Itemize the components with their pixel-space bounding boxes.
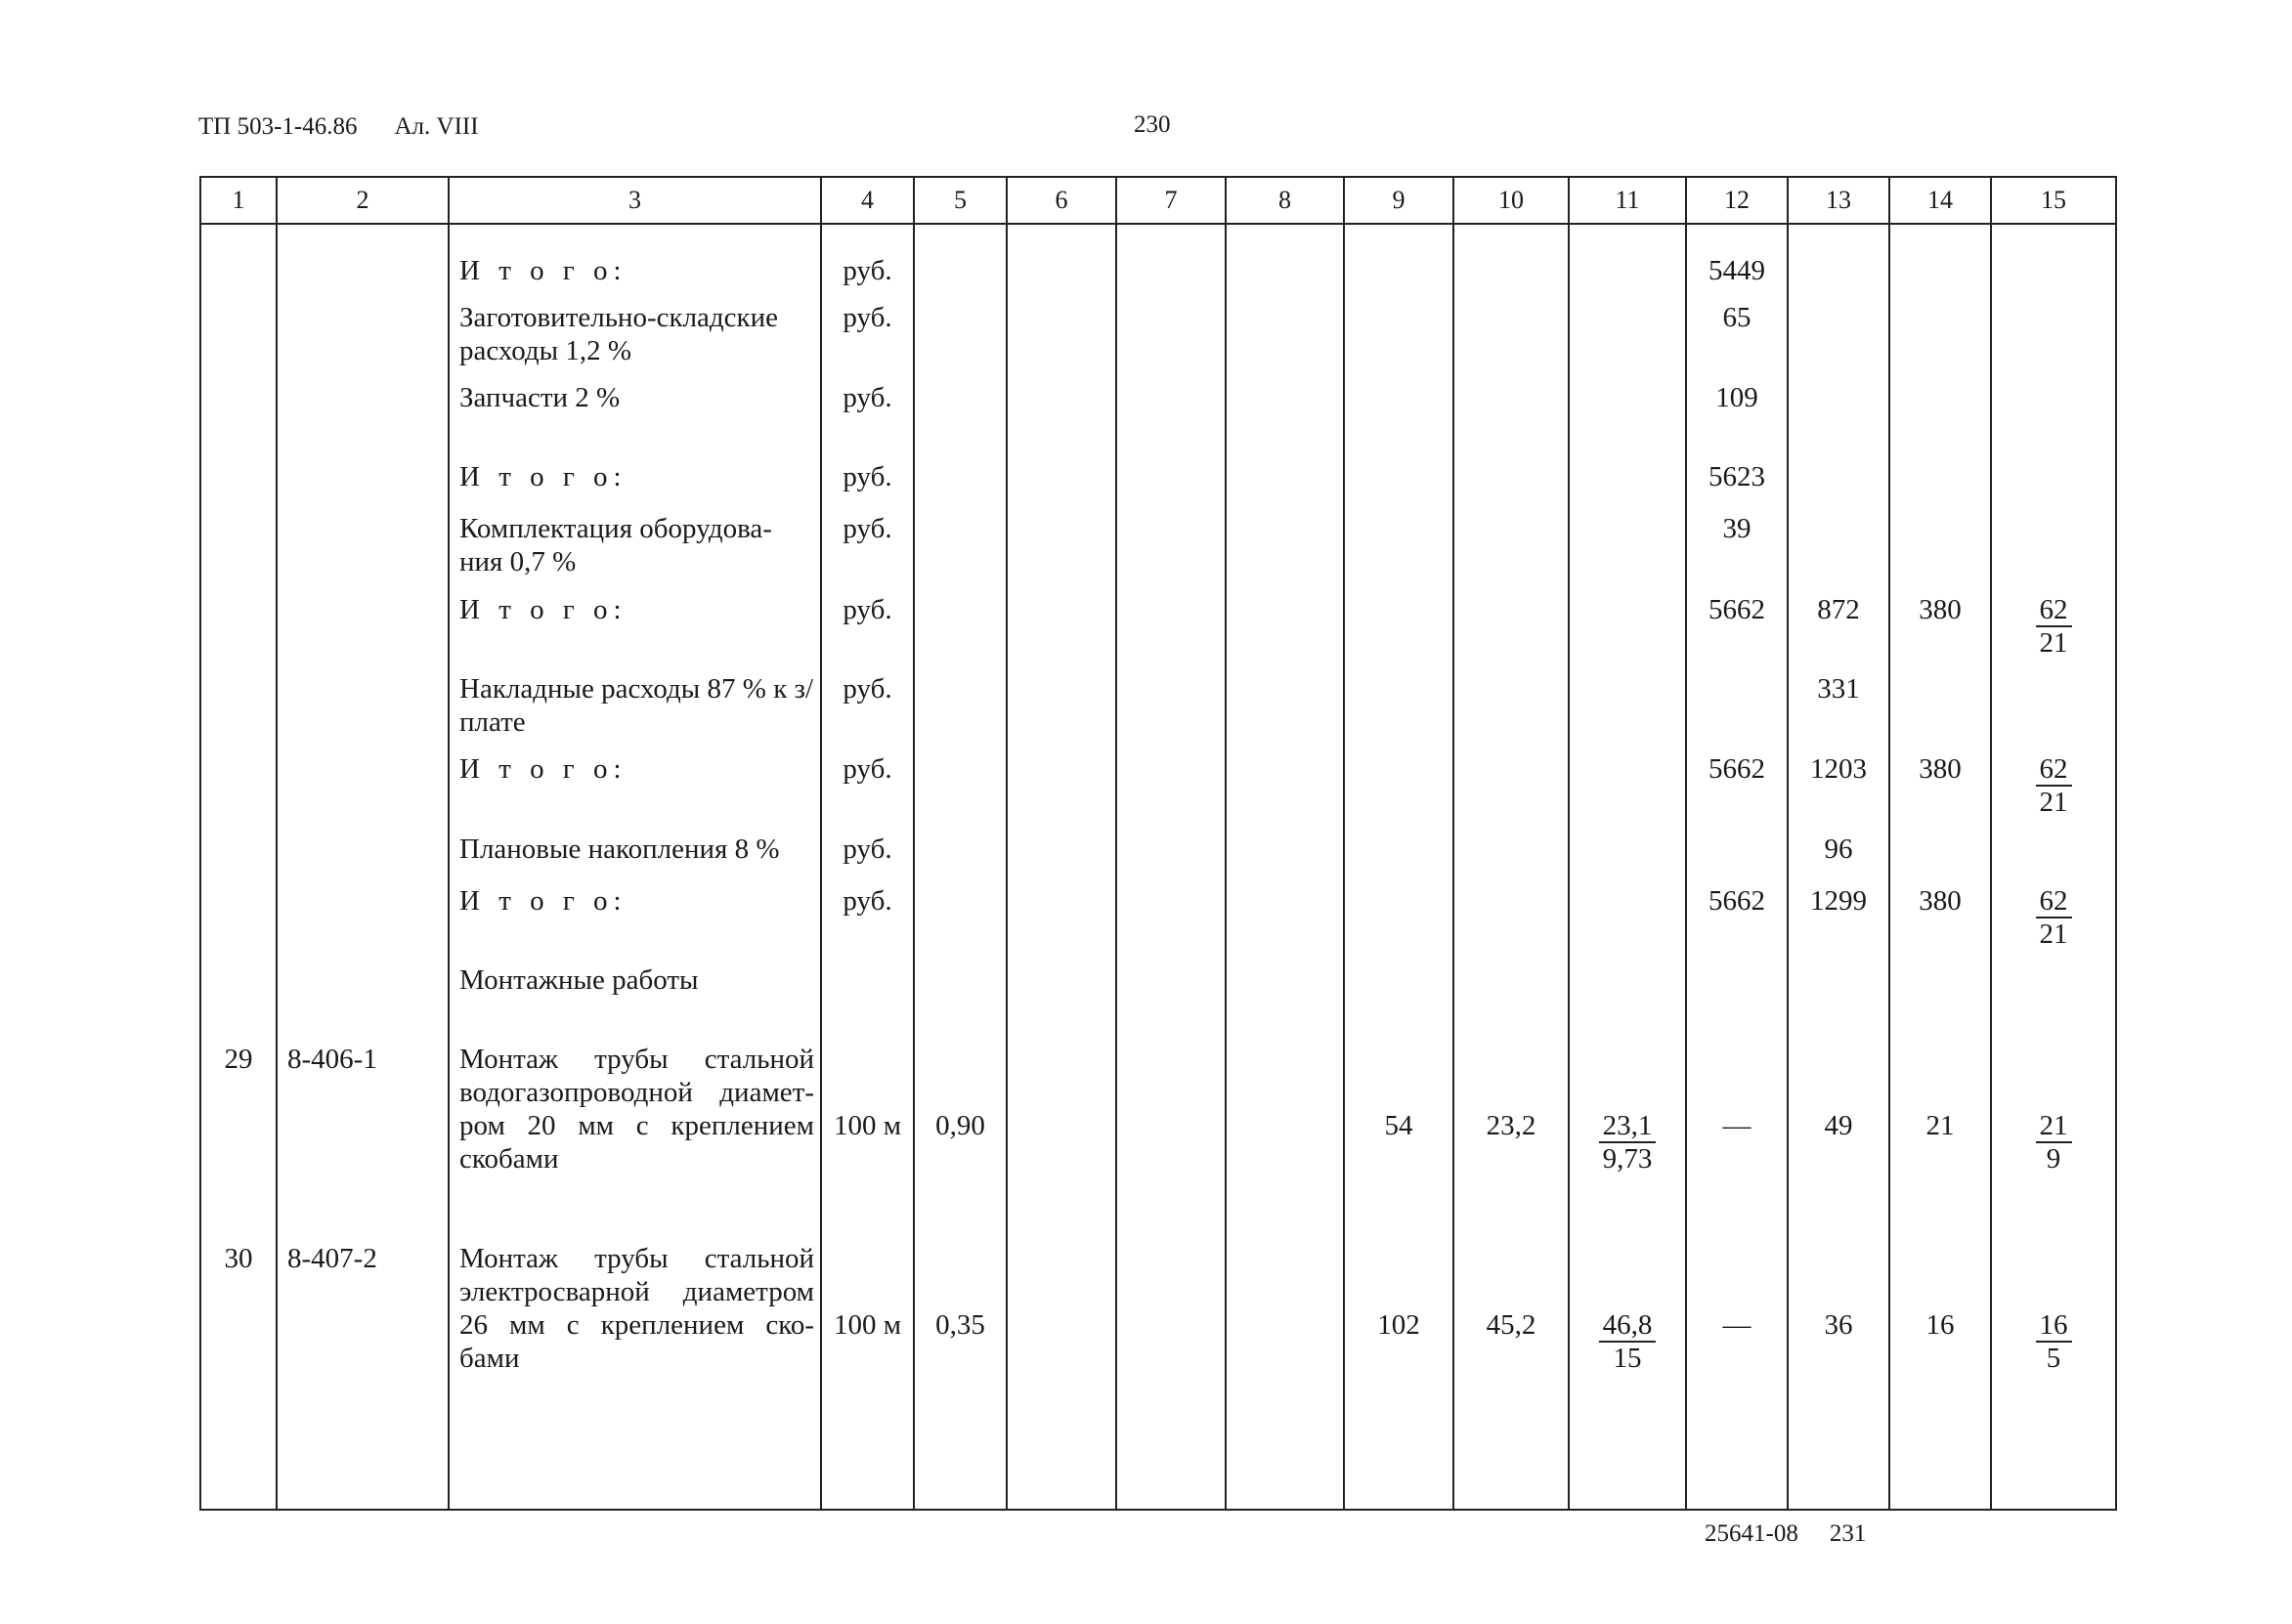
empty-cell bbox=[1007, 301, 1116, 382]
empty-cell bbox=[277, 752, 449, 832]
empty-cell bbox=[200, 593, 277, 672]
col9-value: 54 bbox=[1344, 1043, 1453, 1242]
empty-cell bbox=[277, 512, 449, 593]
col-header: 5 bbox=[914, 177, 1007, 224]
fraction-numerator: 23,1 bbox=[1599, 1110, 1657, 1143]
item-code: 8-407-2 bbox=[277, 1242, 449, 1510]
section-heading: Монтажные работы bbox=[449, 963, 821, 1042]
empty-cell bbox=[200, 381, 277, 459]
fraction-numerator: 16 bbox=[2036, 1309, 2072, 1343]
empty-cell bbox=[277, 224, 449, 301]
empty-cell bbox=[1569, 301, 1686, 382]
col12-value bbox=[1686, 672, 1788, 753]
empty-cell bbox=[1007, 1242, 1116, 1510]
empty-cell bbox=[1344, 512, 1453, 593]
col14-value bbox=[1889, 460, 1991, 512]
col15-value bbox=[1991, 833, 2116, 884]
empty-cell bbox=[1344, 460, 1453, 512]
empty-cell bbox=[914, 381, 1007, 459]
empty-cell bbox=[200, 301, 277, 382]
empty-cell bbox=[1226, 224, 1344, 301]
unit-cell: руб. bbox=[821, 224, 914, 301]
empty-cell bbox=[277, 672, 449, 753]
col15-value bbox=[1991, 884, 2116, 963]
empty-cell bbox=[1226, 833, 1344, 884]
item-description: Монтаж трубы стальной электросварной диаметром 26 мм с креплением ско-бами bbox=[449, 1242, 821, 1510]
col15-value bbox=[1991, 512, 2116, 593]
col15-fraction bbox=[2036, 885, 2072, 950]
item-quantity: 0,90 bbox=[914, 1043, 1007, 1242]
empty-cell bbox=[1453, 833, 1569, 884]
empty-cell bbox=[1226, 301, 1344, 382]
col12-value: 5662 bbox=[1686, 884, 1788, 963]
work-item-row bbox=[200, 1242, 2116, 1510]
empty-cell bbox=[1344, 301, 1453, 382]
empty-cell bbox=[1116, 833, 1226, 884]
empty-cell bbox=[914, 301, 1007, 382]
empty-cell bbox=[1569, 833, 1686, 884]
unit-cell: руб. bbox=[821, 593, 914, 672]
item-number: 30 bbox=[200, 1242, 277, 1510]
empty-cell bbox=[1007, 593, 1116, 672]
work-item-row bbox=[200, 1043, 2116, 1242]
empty-cell bbox=[1007, 460, 1116, 512]
empty-cell bbox=[1453, 301, 1569, 382]
col15-value bbox=[1991, 1043, 2116, 1242]
unit-cell: руб. bbox=[821, 884, 914, 963]
item-quantity: 0,35 bbox=[914, 1242, 1007, 1510]
summary-label: Комплектация оборудова-ния 0,7 % bbox=[449, 512, 821, 593]
summary-row bbox=[200, 833, 2116, 884]
item-code: 8-406-1 bbox=[277, 1043, 449, 1242]
col12-value: — bbox=[1686, 1043, 1788, 1242]
estimate-table bbox=[199, 176, 2117, 1511]
fraction-numerator: 62 bbox=[2036, 753, 2072, 787]
item-unit: 100 м bbox=[821, 1242, 914, 1510]
col13-value: 36 bbox=[1788, 1242, 1889, 1510]
empty-cell bbox=[277, 593, 449, 672]
empty-cell bbox=[1116, 301, 1226, 382]
col14-value bbox=[1889, 672, 1991, 753]
empty-cell bbox=[277, 460, 449, 512]
empty-cell bbox=[1569, 752, 1686, 832]
col15-value bbox=[1991, 593, 2116, 672]
empty-cell bbox=[1569, 512, 1686, 593]
empty-cell bbox=[914, 963, 1007, 1042]
col15-value bbox=[1991, 752, 2116, 832]
empty-cell bbox=[1788, 963, 1889, 1042]
empty-cell bbox=[200, 833, 277, 884]
empty-cell bbox=[1344, 672, 1453, 753]
empty-cell bbox=[1116, 672, 1226, 753]
empty-cell bbox=[1226, 1242, 1344, 1510]
fraction-numerator: 62 bbox=[2036, 594, 2072, 627]
summary-label: И т о г о: bbox=[449, 752, 821, 832]
col14-value: 16 bbox=[1889, 1242, 1991, 1510]
unit-cell: руб. bbox=[821, 833, 914, 884]
empty-cell bbox=[1007, 512, 1116, 593]
empty-cell bbox=[1569, 381, 1686, 459]
empty-cell bbox=[1007, 752, 1116, 832]
empty-cell bbox=[1453, 460, 1569, 512]
empty-cell bbox=[914, 884, 1007, 963]
summary-row bbox=[200, 593, 2116, 672]
col15-fraction bbox=[2036, 594, 2072, 659]
col15-fraction bbox=[2036, 1309, 2072, 1374]
col12-value: 39 bbox=[1686, 512, 1788, 593]
empty-cell bbox=[1344, 381, 1453, 459]
col15-fraction bbox=[2036, 1110, 2072, 1175]
col10-value: 23,2 bbox=[1453, 1043, 1569, 1242]
unit-cell: руб. bbox=[821, 752, 914, 832]
summary-label: И т о г о: bbox=[449, 224, 821, 301]
empty-cell bbox=[1226, 672, 1344, 753]
empty-cell bbox=[1569, 963, 1686, 1042]
empty-cell bbox=[1569, 884, 1686, 963]
summary-row bbox=[200, 512, 2116, 593]
empty-cell bbox=[1453, 381, 1569, 459]
col14-value: 380 bbox=[1889, 752, 1991, 832]
col11-fraction bbox=[1599, 1309, 1657, 1374]
empty-cell bbox=[1116, 512, 1226, 593]
empty-cell bbox=[1226, 752, 1344, 832]
empty-cell bbox=[914, 833, 1007, 884]
col15-value bbox=[1991, 460, 2116, 512]
col13-value bbox=[1788, 381, 1889, 459]
col13-value: 872 bbox=[1788, 593, 1889, 672]
unit-cell: руб. bbox=[821, 512, 914, 593]
empty-cell bbox=[1453, 884, 1569, 963]
empty-cell bbox=[277, 963, 449, 1042]
empty-cell bbox=[1226, 381, 1344, 459]
empty-cell bbox=[1453, 672, 1569, 753]
fraction-denominator: 5 bbox=[2046, 1342, 2061, 1374]
fraction-numerator: 46,8 bbox=[1599, 1309, 1657, 1343]
empty-cell bbox=[914, 224, 1007, 301]
empty-cell bbox=[1116, 752, 1226, 832]
empty-cell bbox=[1453, 593, 1569, 672]
summary-label: И т о г о: bbox=[449, 884, 821, 963]
col-header: 10 bbox=[1453, 177, 1569, 224]
col13-value: 1203 bbox=[1788, 752, 1889, 832]
empty-cell bbox=[200, 460, 277, 512]
empty-cell bbox=[200, 224, 277, 301]
empty-cell bbox=[821, 963, 914, 1042]
col15-fraction bbox=[2036, 753, 2072, 818]
page-number-top: 230 bbox=[1134, 111, 1171, 138]
col-header: 12 bbox=[1686, 177, 1788, 224]
empty-cell bbox=[1991, 963, 2116, 1042]
empty-cell bbox=[914, 460, 1007, 512]
empty-cell bbox=[1569, 593, 1686, 672]
col10-value: 45,2 bbox=[1453, 1242, 1569, 1510]
col14-value bbox=[1889, 381, 1991, 459]
empty-cell bbox=[1889, 963, 1991, 1042]
col-header: 1 bbox=[200, 177, 277, 224]
fraction-denominator: 21 bbox=[2039, 787, 2068, 819]
empty-cell bbox=[1007, 884, 1116, 963]
empty-cell bbox=[1453, 963, 1569, 1042]
col13-value bbox=[1788, 224, 1889, 301]
empty-cell bbox=[914, 512, 1007, 593]
summary-label: Заготовительно-складские расходы 1,2 % bbox=[449, 301, 821, 382]
empty-cell bbox=[1116, 593, 1226, 672]
col12-value: 5623 bbox=[1686, 460, 1788, 512]
unit-cell: руб. bbox=[821, 301, 914, 382]
empty-cell bbox=[1344, 833, 1453, 884]
empty-cell bbox=[1116, 460, 1226, 512]
empty-cell bbox=[1226, 593, 1344, 672]
col12-value: 65 bbox=[1686, 301, 1788, 382]
col14-value: 21 bbox=[1889, 1043, 1991, 1242]
page-header-left bbox=[198, 113, 479, 141]
fraction-denominator: 9 bbox=[2046, 1142, 2061, 1175]
empty-cell bbox=[1116, 1242, 1226, 1510]
col15-value bbox=[1991, 381, 2116, 459]
fraction-denominator: 21 bbox=[2039, 919, 2068, 951]
page-number-bottom: 231 bbox=[1829, 1520, 1867, 1547]
summary-row bbox=[200, 884, 2116, 963]
col13-value bbox=[1788, 460, 1889, 512]
col-header: 9 bbox=[1344, 177, 1453, 224]
col12-value: — bbox=[1686, 1242, 1788, 1510]
empty-cell bbox=[200, 963, 277, 1042]
doc-code: ТП 503-1-46.86 bbox=[198, 113, 358, 140]
col15-value bbox=[1991, 224, 2116, 301]
col12-value: 5449 bbox=[1686, 224, 1788, 301]
empty-cell bbox=[1116, 224, 1226, 301]
empty-cell bbox=[200, 672, 277, 753]
col15-value bbox=[1991, 672, 2116, 753]
item-number: 29 bbox=[200, 1043, 277, 1242]
fraction-denominator: 21 bbox=[2039, 626, 2068, 659]
empty-cell bbox=[277, 381, 449, 459]
table-body bbox=[200, 224, 2116, 1510]
unit-cell: руб. bbox=[821, 460, 914, 512]
empty-cell bbox=[1007, 963, 1116, 1042]
empty-cell bbox=[1226, 512, 1344, 593]
summary-row bbox=[200, 460, 2116, 512]
col-header: 6 bbox=[1007, 177, 1116, 224]
fraction-numerator: 21 bbox=[2036, 1110, 2072, 1143]
empty-cell bbox=[1569, 224, 1686, 301]
summary-row bbox=[200, 224, 2116, 301]
summary-label: Плановые накопления 8 % bbox=[449, 833, 821, 884]
col14-value: 380 bbox=[1889, 884, 1991, 963]
empty-cell bbox=[277, 301, 449, 382]
empty-cell bbox=[1007, 672, 1116, 753]
col12-value: 109 bbox=[1686, 381, 1788, 459]
empty-cell bbox=[1116, 1043, 1226, 1242]
empty-cell bbox=[200, 512, 277, 593]
col-header: 3 bbox=[449, 177, 821, 224]
empty-cell bbox=[1344, 963, 1453, 1042]
empty-cell bbox=[914, 593, 1007, 672]
unit-cell: руб. bbox=[821, 381, 914, 459]
col14-value bbox=[1889, 512, 1991, 593]
empty-cell bbox=[1453, 224, 1569, 301]
col14-value bbox=[1889, 224, 1991, 301]
col11-value bbox=[1569, 1043, 1686, 1242]
empty-cell bbox=[1344, 752, 1453, 832]
section-heading-row bbox=[200, 963, 2116, 1042]
col13-value: 331 bbox=[1788, 672, 1889, 753]
empty-cell bbox=[1116, 381, 1226, 459]
fraction-denominator: 15 bbox=[1613, 1342, 1642, 1374]
summary-label: И т о г о: bbox=[449, 593, 821, 672]
col12-value: 5662 bbox=[1686, 752, 1788, 832]
empty-cell bbox=[1344, 224, 1453, 301]
col13-value: 49 bbox=[1788, 1043, 1889, 1242]
empty-cell bbox=[914, 672, 1007, 753]
empty-cell bbox=[200, 884, 277, 963]
summary-label: Накладные расходы 87 % к з/плате bbox=[449, 672, 821, 753]
col15-value bbox=[1991, 1242, 2116, 1510]
empty-cell bbox=[1344, 884, 1453, 963]
col-header: 15 bbox=[1991, 177, 2116, 224]
page-footer bbox=[1705, 1520, 1866, 1548]
empty-cell bbox=[277, 833, 449, 884]
col-header: 4 bbox=[821, 177, 914, 224]
col14-value bbox=[1889, 301, 1991, 382]
empty-cell bbox=[1226, 460, 1344, 512]
summary-row bbox=[200, 381, 2116, 459]
empty-cell bbox=[1569, 672, 1686, 753]
empty-cell bbox=[277, 884, 449, 963]
col12-value bbox=[1686, 833, 1788, 884]
summary-label: И т о г о: bbox=[449, 460, 821, 512]
item-unit: 100 м bbox=[821, 1043, 914, 1242]
empty-cell bbox=[1569, 460, 1686, 512]
empty-cell bbox=[1007, 224, 1116, 301]
empty-cell bbox=[200, 752, 277, 832]
col14-value bbox=[1889, 833, 1991, 884]
empty-cell bbox=[1007, 381, 1116, 459]
col-header: 13 bbox=[1788, 177, 1889, 224]
empty-cell bbox=[1686, 963, 1788, 1042]
fraction-denominator: 9,73 bbox=[1602, 1142, 1653, 1175]
empty-cell bbox=[914, 752, 1007, 832]
col13-value: 1299 bbox=[1788, 884, 1889, 963]
col13-value bbox=[1788, 512, 1889, 593]
sheet-code: 25641-08 bbox=[1705, 1520, 1798, 1547]
summary-row bbox=[200, 672, 2116, 753]
col13-value bbox=[1788, 301, 1889, 382]
column-number-row bbox=[200, 177, 2116, 224]
col9-value: 102 bbox=[1344, 1242, 1453, 1510]
col12-value: 5662 bbox=[1686, 593, 1788, 672]
summary-label: Запчасти 2 % bbox=[449, 381, 821, 459]
col-header: 7 bbox=[1116, 177, 1226, 224]
summary-row bbox=[200, 752, 2116, 832]
empty-cell bbox=[1116, 963, 1226, 1042]
col14-value: 380 bbox=[1889, 593, 1991, 672]
album-number: Ал. VIII bbox=[394, 113, 479, 140]
empty-cell bbox=[1007, 1043, 1116, 1242]
empty-cell bbox=[1344, 593, 1453, 672]
empty-cell bbox=[1007, 833, 1116, 884]
col-header: 2 bbox=[277, 177, 449, 224]
col11-fraction bbox=[1599, 1110, 1657, 1175]
col11-value bbox=[1569, 1242, 1686, 1510]
empty-cell bbox=[1453, 512, 1569, 593]
empty-cell bbox=[1226, 1043, 1344, 1242]
col13-value: 96 bbox=[1788, 833, 1889, 884]
empty-cell bbox=[1116, 884, 1226, 963]
summary-row bbox=[200, 301, 2116, 382]
empty-cell bbox=[1226, 884, 1344, 963]
col15-value bbox=[1991, 301, 2116, 382]
empty-cell bbox=[1453, 752, 1569, 832]
fraction-numerator: 62 bbox=[2036, 885, 2072, 919]
item-description: Монтаж трубы стальной водогазопроводной диамет-ром 20 мм с креплением скобами bbox=[449, 1043, 821, 1242]
empty-cell bbox=[1226, 963, 1344, 1042]
unit-cell: руб. bbox=[821, 672, 914, 753]
col-header: 14 bbox=[1889, 177, 1991, 224]
col-header: 8 bbox=[1226, 177, 1344, 224]
col-header: 11 bbox=[1569, 177, 1686, 224]
